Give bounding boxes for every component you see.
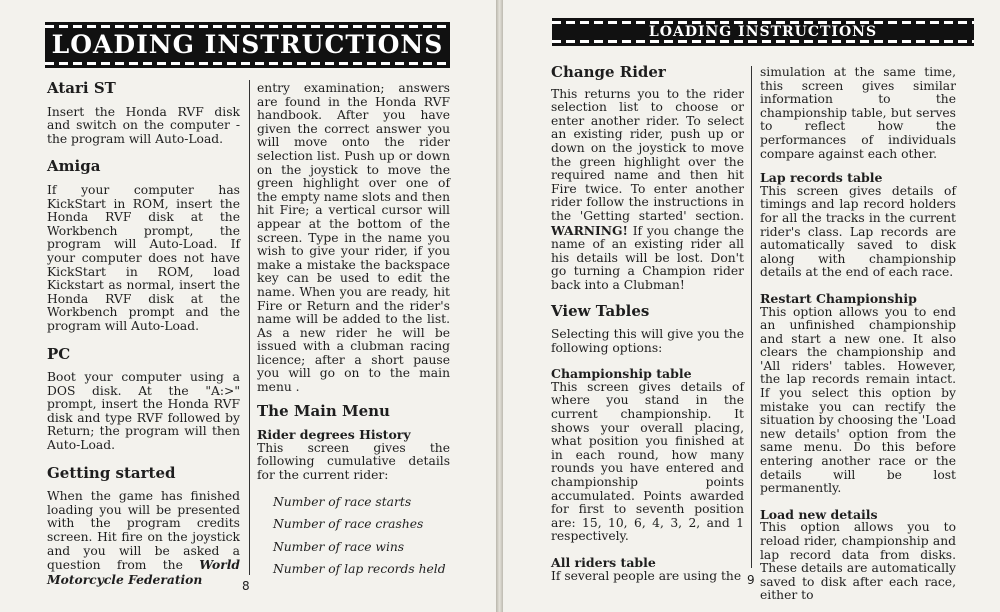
rider-history-text: This screen gives the following cumulative details for the current rider: xyxy=(257,440,450,483)
change-rider-text xyxy=(551,88,744,293)
subheading-restart-championship: Restart Championship xyxy=(760,290,917,306)
atari-text: Insert the Honda RVF disk and switch on the computer - the program will Auto-Load. xyxy=(47,104,240,146)
change-rider-body: This returns you to the rider selection list to choose or enter another rider. To select an existing rider, push up or down on the joystick to move the green highlight over the required name and then hit Fire twice. To enter another rider follow the instructions in the 'Getting started' section. xyxy=(551,86,744,223)
list-item: Number of race wins xyxy=(273,539,405,554)
subheading-all-riders-table: All riders table xyxy=(551,555,656,570)
view-tables-text: Selecting this will give you the following options: xyxy=(551,327,744,355)
warning-label: WARNING! xyxy=(551,222,628,238)
left-page xyxy=(0,0,496,612)
wmf-emphasis: World Motorcycle Federation xyxy=(47,557,240,587)
warning-text: If you change the name of an existing rider all his details will be lost. Don't go turning a Champion rider back into a Clubman! xyxy=(551,223,744,292)
section-heading-main-menu: The Main Menu xyxy=(257,401,390,420)
section-heading-view-tables: View Tables xyxy=(551,301,650,320)
subheading-rider-history: Rider degrees History xyxy=(257,427,411,443)
page-banner: LOADING INSTRUCTIONS xyxy=(45,22,450,68)
subheading-load-new-details: Load new details xyxy=(760,506,878,522)
amiga-text: If your computer has KickStart in ROM, insert the Honda RVF disk at the Workbench prompt, the program will Auto-Load. If your computer does not have KickStart in ROM, load Kickstart as normal, insert the Honda RVF disk at the Workbench prompt and the program will Auto-Load. xyxy=(47,182,240,333)
list-item: Number of race starts xyxy=(273,494,412,509)
section-heading-amiga: Amiga xyxy=(47,157,101,176)
section-heading-atari: Atari ST xyxy=(47,79,116,97)
entry-exam-text: entry examination; answers are found in the Honda RVF handbook. After you have given the correct answer you will move onto the rider selection list. Push up or down on the joystick to move the green highlight over one of the empty name slots and then hit Fire; a vertical cursor will appear at the bottom of the screen. Type in the name you wish to give your rider, if you make a mistake the backspace key can be used to edit the name. When you are ready, hit Fire or Return and the rider's name will be added to the list. As a new rider he will be issued with a clubman racing licence; after a short pause you will go on to the main menu . xyxy=(257,81,450,395)
left-column-1 xyxy=(47,79,240,587)
championship-table-text: This screen gives details of where you stand in the current championship. It shows your overall placing, what position you finished at in each round, how many rounds you have entered and championship points accumulated. Points awarded for first to seventh position are: 15, 10, 6, 4, 3, 2, and 1 respectively. xyxy=(551,379,744,544)
column-divider xyxy=(751,66,752,568)
section-heading-change-rider: Change Rider xyxy=(551,63,666,81)
right-column-1 xyxy=(551,63,744,583)
page-number: 8 xyxy=(242,579,250,593)
load-new-details-text: This option allows you to reload rider, championship and lap record data from disks. These details are automatically saved to disk after each race, either to xyxy=(760,520,956,603)
pc-text: Boot your computer using a DOS disk. At the "A:>" prompt, insert the Honda RVF disk and type RVF followed by Return; the program will then Auto-Load. xyxy=(47,370,240,453)
list-item: Number of race crashes xyxy=(273,517,424,532)
getting-started-body: When the game has finished loading you will be presented with the program credits screen. Hit fire on the joystick and you will be asked a question from the xyxy=(47,489,240,573)
simulation-cont-text: simulation at the same time, this screen gives similar information to the championship table, but serves to reflect how the performances of individuals compare against each other. xyxy=(760,65,956,161)
getting-started-text xyxy=(47,490,240,587)
column-divider xyxy=(249,80,250,575)
lap-records-text: This screen gives details of timings and lap record holders for all the tracks in the current rider's class. Lap records are automatically saved to disk along with championship details at the end of each race. xyxy=(760,183,956,280)
all-riders-text: If several people are using the xyxy=(551,568,742,583)
left-column-2 xyxy=(257,82,450,581)
restart-championship-text: This option allows you to end an unfinished championship and start a new one. It also clears the championship and 'All riders' tables. However, the lap records remain intact. If you select this option by mistake you can rectify the situation by choosing the 'Load new details' option from the same menu. Do this before entering another race or the details will be lost permanently. xyxy=(760,304,956,496)
section-heading-getting-started: Getting started xyxy=(47,463,176,482)
right-column-2 xyxy=(760,66,956,603)
list-item: Number of lap records held xyxy=(273,562,446,577)
history-stat-list xyxy=(257,491,450,581)
subheading-championship-table: Championship table xyxy=(551,366,692,382)
section-heading-pc: PC xyxy=(47,344,71,363)
subheading-lap-records: Lap records table xyxy=(760,170,883,186)
right-page xyxy=(503,0,1000,612)
page-number: 9 xyxy=(747,573,755,587)
book-gutter xyxy=(496,0,503,612)
page-banner: LOADING INSTRUCTIONS xyxy=(552,18,974,46)
